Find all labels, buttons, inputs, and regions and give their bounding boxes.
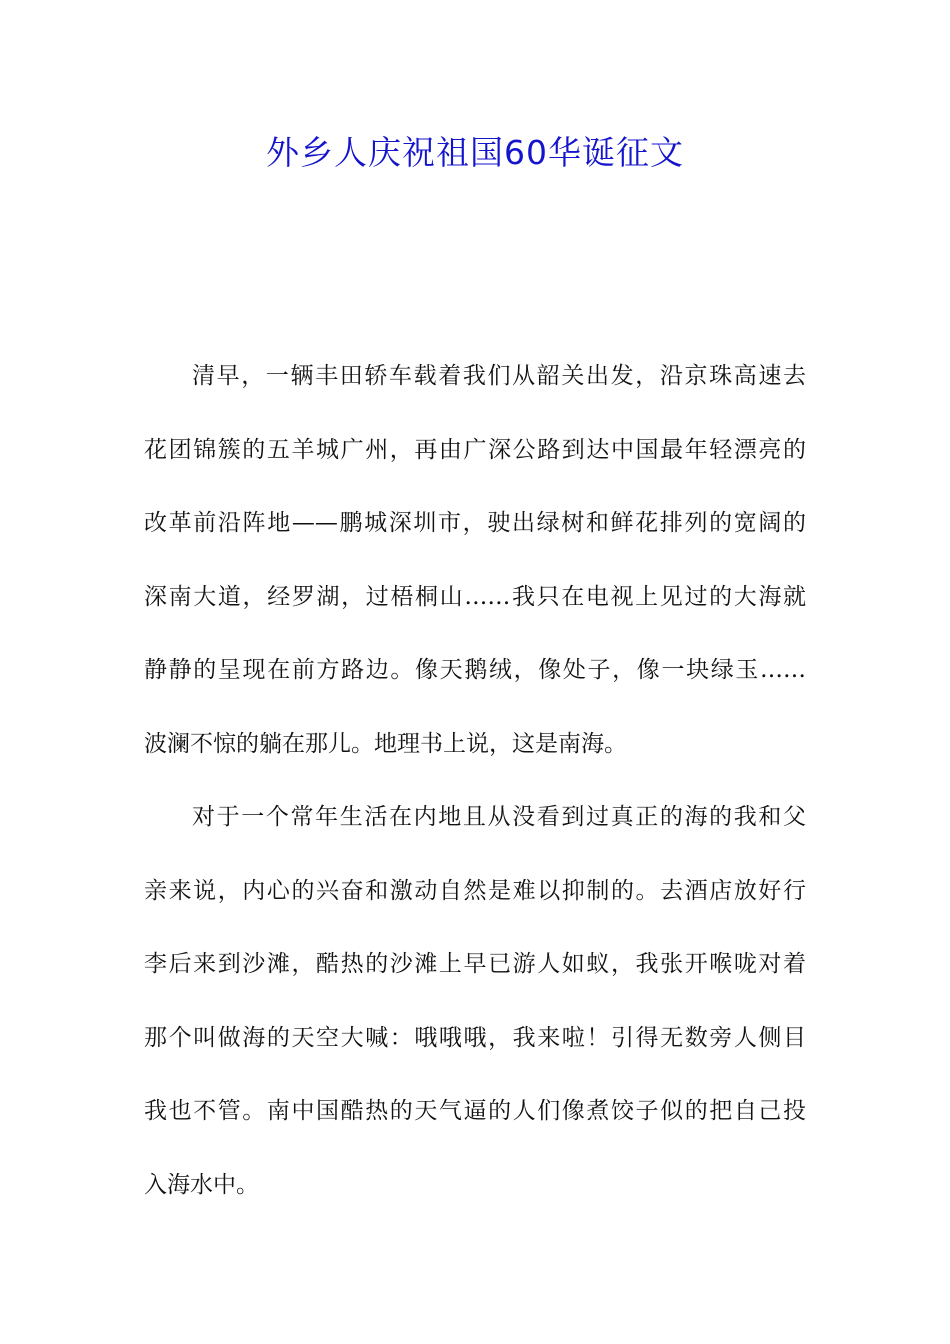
document-title: 外乡人庆祝祖国60华诞征文: [266, 133, 684, 172]
paragraph-2: [144, 781, 806, 1222]
text-line: 李后来到沙滩，酷热的沙滩上早已游人如蚁，我张开喉咙对着: [144, 951, 806, 977]
paragraph-1: [144, 340, 806, 781]
text-line: 深南大道，经罗湖，过梧桐山……我只在电视上见过的大海就: [144, 583, 806, 610]
text-line: 波澜不惊的躺在那儿。地理书上说，这是南海。: [144, 730, 627, 757]
text-line: 入海水中。: [144, 1171, 259, 1198]
text-line: 静静的呈现在前方路边。像天鹅绒，像处子，像一块绿玉……: [144, 657, 806, 683]
document-body: [144, 340, 806, 1222]
text-line: 亲来说，内心的兴奋和激动自然是难以抑制的。去酒店放好行: [144, 877, 806, 904]
text-line: 改革前沿阵地——鹏城深圳市，驶出绿树和鲜花排列的宽阔的: [144, 510, 806, 536]
text-line: 对于一个常年生活在内地且从没看到过真正的海的我和父: [192, 804, 806, 830]
text-line: 花团锦簇的五羊城广州，再由广深公路到达中国最年轻漂亮的: [144, 436, 806, 463]
text-line: 我也不管。南中国酷热的天气逼的人们像煮饺子似的把自己投: [144, 1098, 806, 1124]
text-line: 那个叫做海的天空大喊：哦哦哦，我来啦！引得无数旁人侧目: [144, 1024, 806, 1051]
text-line: 清早，一辆丰田轿车载着我们从韶关出发，沿京珠高速去: [192, 363, 806, 389]
